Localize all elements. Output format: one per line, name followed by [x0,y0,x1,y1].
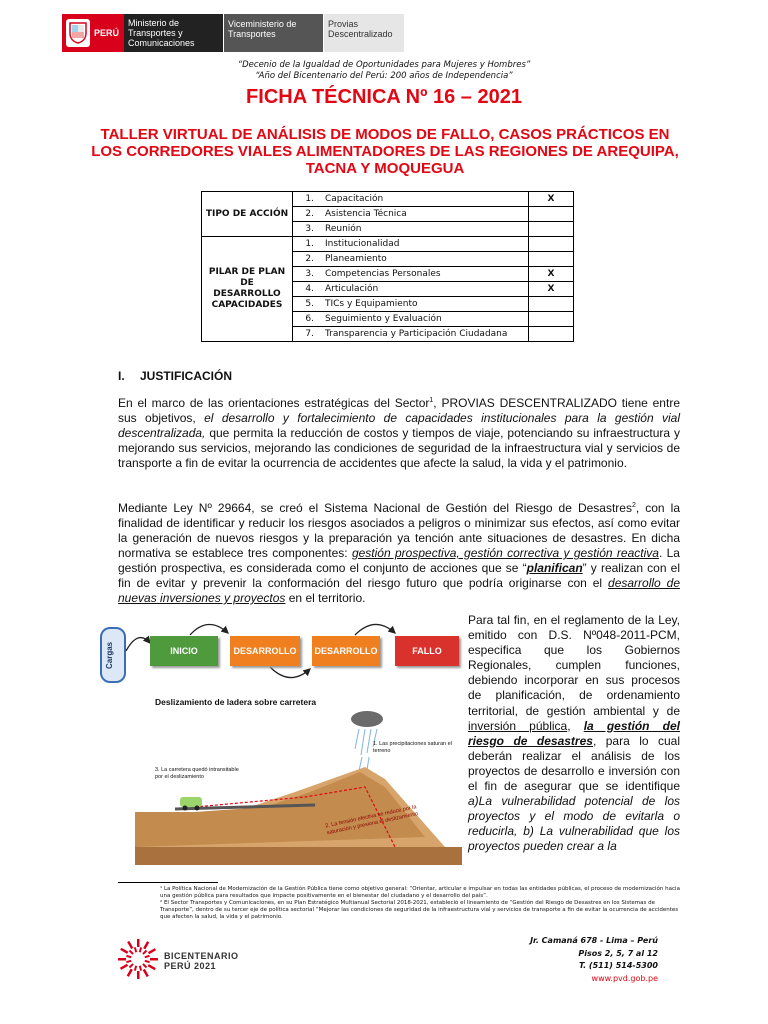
address-line-1: Jr. Camaná 678 - Lima – Perú [530,936,658,945]
footnote-divider [118,882,218,883]
header-logo-bar [62,14,404,52]
address-line-2: Pisos 2, 5, 7 al 12 [578,948,658,958]
flow-box-inicio: INICIO [150,636,218,666]
year-motto: “Año del Bicentenario del Perú: 200 años de Independencia” [255,71,513,81]
cargas-label: Cargas [105,641,114,669]
p1-text-a: En el marco de las orientaciones estratégicas del Sector [118,396,430,410]
decade-motto: “Decenio de la Igualdad de Oportunidades para Mujeres y Hombres” [237,60,531,70]
side-text-c: , [567,718,584,733]
p2-components: gestión prospectiva, gestión correctiva y gestión reactiva [351,546,659,560]
landslide-caption: Deslizamiento de ladera sobre carretera [155,697,317,707]
row-label: Competencias Personales [317,267,529,282]
row-mark [529,237,574,252]
row-number: 7. [293,327,318,342]
footnotes [160,886,682,921]
p1-italic: el desarrollo y fortalecimiento de capacidades institucionales para la gestión vial descentralizada, [118,411,680,440]
paragraph-1 [118,393,680,471]
side-text-a: Para tal fin, en el reglamento de la Ley, emitido con D.S. Nº048-2011-PCM, especifica que los Gobiernos Regionales, cumplen funciones, debiendo incorporar en sus procesos de planificación, de ordenamiento territorial, de gestión ambiental y de [468,613,680,718]
row-mark [529,297,574,312]
footer-address [530,935,658,985]
pilar-label: PILAR DE PLAN DE DESARROLLO CAPACIDADES [202,237,293,342]
row-number: 2. [293,207,318,222]
p2-text-h: en el territorio. [285,591,366,605]
p2-planifican: planifican [526,561,583,575]
section-heading [118,369,232,383]
p2-inversiones: desarrollo de nuevas inversiones y proyectos [118,576,680,605]
row-label: Institucionalidad [317,237,529,252]
peru-brand [62,14,124,52]
side-text-e: , para lo cual deberán realizar el análisis de los proyectos de desarrollo e inversión con el fin de asegurar que se identifique [468,733,680,794]
table-row [202,237,574,252]
bicentenario-line-2: PERÚ 2021 [164,961,217,971]
row-mark: X [529,267,574,282]
provias-label: Provias Descentralizado [324,14,404,52]
row-mark: X [529,192,574,207]
p1-text-b: , PROVIAS DESCENTRALIZADO tiene entre sus objetivos, [118,396,680,425]
table-row [202,192,574,207]
row-mark [529,252,574,267]
row-number: 3. [293,267,318,282]
section-number: I. [118,369,125,383]
bicentenario-line-1: BICENTENARIO [164,951,239,961]
row-label: Capacitación [317,192,529,207]
vice-ministry-label: Viceministerio de Transportes [224,14,324,52]
failure-mode-flow-diagram [100,615,460,705]
footnote-1: ¹ La Política Nacional de Modernización de la Gestión Pública tiene como objetivo general: “Orientar, articular e impulsar en todas las entidades públicas, el proceso de modernización hacia una gestión pública para resultados que impacte positivamente en el bienestar del ciudadano y el desarrollo del país”. [160,886,680,899]
p2-text-f: ” y realizan con el fin de evitar y prevenir la conformación del riesgo futuro que podría originarse con el [118,561,680,590]
row-mark [529,327,574,342]
action-table [201,191,574,342]
row-mark: X [529,282,574,297]
p2-text-d: . La gestión prospectiva, es considerada como el conjunto de acciones que se “ [118,546,680,575]
row-number: 1. [293,237,318,252]
p1-text-d: que permita la reducción de costos y tiempos de viaje, potenciando su infraestructura y mejorando sus servicios, mejorando las condiciones de seguridad de la infraestructura vial y servicios de transporte a fin de evitar la ocurrencia de accidentes que afecte la salud, la vida y el patrimonio. [118,426,680,470]
row-label: Articulación [317,282,529,297]
row-number: 2. [293,252,318,267]
annotation-2: 2. La tensión efectiva se reduce por la saturación y presiona el deslizamiento [324,804,419,836]
row-number: 5. [293,297,318,312]
side-italic-list: a)La vulnerabilidad potencial de los proyectos y el modo de evitarla o reducirla, b) La vulnerabilidad que los proyectos pueden crear a la [468,794,680,854]
annotation-1: 1. Las precipitaciones saturan el terreno [373,741,452,754]
row-label: Transparencia y Participación Ciudadana [317,327,529,342]
footnote-ref-2: 2 [631,502,636,509]
row-label: Reunión [317,222,529,237]
landslide-drawing [135,697,462,865]
row-number: 3. [293,222,318,237]
row-label: Asistencia Técnica [317,207,529,222]
row-mark [529,222,574,237]
row-number: 1. [293,192,318,207]
page-title: FICHA TÉCNICA Nº 16 – 2021 [246,86,522,108]
coat-of-arms-icon [66,19,90,47]
side-gestion-riesgo: la gestión del riesgo de desastres [468,718,680,748]
address-phone: T. (511) 514-5300 [578,961,658,970]
car-icon [180,797,202,807]
bicentenario-logo [116,935,256,985]
row-number: 6. [293,312,318,327]
annotation-3: 3. La carretera quedó intransitable por el deslizamiento [155,767,239,780]
footnote-2: ² El Sector Transportes y Comunicaciones, en su Plan Estratégico Multianual Sectorial 2018-2021, estableció el lineamiento de “Gestión del Riesgo de Desastres en los Sistemas de Transporte”, dentro de su tercer eje de política sectorial “Mejorar las condiciones de seguridad de la infraestructura vial y servicios de transporte a fin de evitar la ocurrencia de accidentes que afecten la salud, la vida y el patrimonio. [160,900,679,920]
website-link[interactable]: www.pvd.gob.pe [591,973,658,983]
page-subtitle: TALLER VIRTUAL DE ANÁLISIS DE MODOS DE FALLO, CASOS PRÁCTICOS EN LOS CORREDORES VIALES ALIMENTADORES DE LAS REGIONES DE AREQUIPA, TACNA Y MOQUEGUA [91,126,679,177]
row-label: Seguimiento y Evaluación [317,312,529,327]
p2-text-b: , con la finalidad de identificar y reducir los riesgos asociados a peligros o minimizar sus efectos, así como evitar la generación de nuevos riesgos y la preparación ya tención ante situaciones de desastres. En dicha normativa se establece tres componentes: [118,501,680,560]
row-label: Planeamiento [317,252,529,267]
p2-text-a: Mediante Ley Nº 29664, se creó el Sistema Nacional de Gestión del Riesgo de Desastres [118,501,632,515]
landslide-illustration [135,697,462,865]
row-label: TICs y Equipamiento [317,297,529,312]
row-mark [529,207,574,222]
footnote-ref-1: 1 [429,397,434,404]
bicentenario-sun-icon [116,937,160,981]
row-number: 4. [293,282,318,297]
side-inversion-publica: inversión pública [468,718,568,733]
paragraph-2 [118,498,680,606]
flow-box-desarrollo-2: DESARROLLO [312,636,380,666]
section-title: JUSTIFICACIÓN [140,369,233,383]
peru-label: PERÚ [94,28,120,38]
side-paragraph [468,613,680,855]
tipo-accion-label: TIPO DE ACCIÓN [202,192,293,237]
flow-box-desarrollo-1: DESARROLLO [230,636,300,666]
flow-box-fallo: FALLO [395,636,459,666]
ministry-label: Ministerio de Transportes y Comunicaciones [124,14,224,52]
row-mark [529,312,574,327]
bicentenario-text [164,951,239,971]
